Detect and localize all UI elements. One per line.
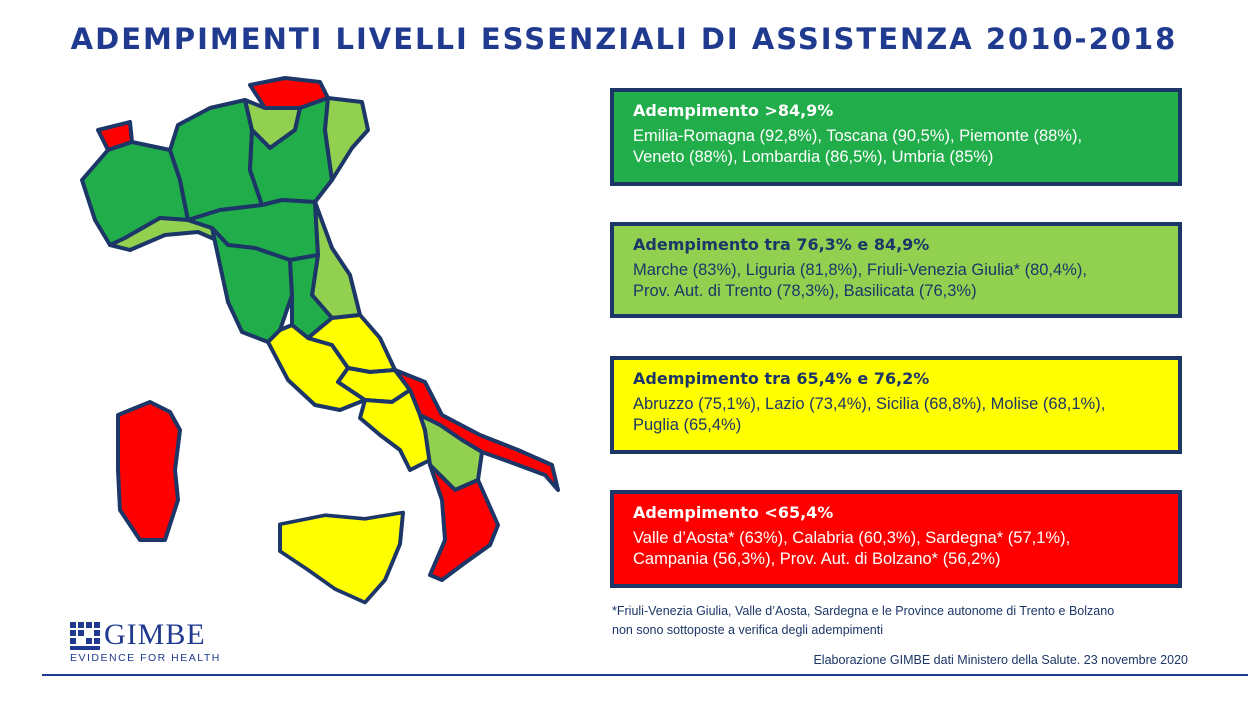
legend-box-line: Puglia (65,4%)	[633, 416, 742, 434]
legend-box-line: Abruzzo (75,1%), Lazio (73,4%), Sicilia (68,8%), Molise (68,1%),	[633, 395, 1106, 413]
legend-box-title: Adempimento >84,9%	[633, 101, 834, 120]
legend-box-medium-low	[610, 356, 1182, 454]
legend-box-title: Adempimento <65,4%	[633, 503, 834, 522]
legend-box-high	[610, 88, 1182, 186]
legend-box-line: Prov. Aut. di Trento (78,3%), Basilicata (76,3%)	[633, 282, 977, 300]
italy-map	[70, 70, 570, 610]
footnote-line: non sono sottoposte a verifica degli adempimenti	[612, 623, 883, 637]
logo-grid-icon	[70, 622, 100, 650]
legend-box-medium-high	[610, 222, 1182, 318]
source-note: Elaborazione GIMBE dati Ministero della Salute. 23 novembre 2020	[813, 653, 1188, 667]
logo-tagline: EVIDENCE FOR HEALTH	[70, 652, 221, 664]
legend-box-line: Valle d’Aosta* (63%), Calabria (60,3%), Sardegna* (57,1%),	[633, 529, 1071, 547]
legend-box-title: Adempimento tra 65,4% e 76,2%	[633, 369, 930, 388]
legend-box-low	[610, 490, 1182, 588]
region-sicilia	[280, 513, 403, 603]
legend-box-line: Veneto (88%), Lombardia (86,5%), Umbria (85%)	[633, 148, 994, 166]
page-title: ADEMPIMENTI LIVELLI ESSENZIALI DI ASSISTENZA 2010-2018	[70, 22, 1178, 56]
region-friuli	[325, 98, 368, 180]
footnote	[612, 602, 1212, 640]
legend-box-line: Emilia-Romagna (92,8%), Toscana (90,5%), Piemonte (88%),	[633, 127, 1083, 145]
footnote-line: *Friuli-Venezia Giulia, Valle d’Aosta, Sardegna e le Province autonome di Trento e Bolzano	[612, 604, 1115, 618]
region-sardegna	[118, 402, 180, 540]
legend-box-line: Marche (83%), Liguria (81,8%), Friuli-Venezia Giulia* (80,4%),	[633, 261, 1087, 279]
logo-name: GIMBE	[104, 618, 206, 651]
legend-box-line: Campania (56,3%), Prov. Aut. di Bolzano* (56,2%)	[633, 550, 1001, 568]
bottom-rule	[42, 674, 1248, 676]
legend-box-title: Adempimento tra 76,3% e 84,9%	[633, 235, 930, 254]
